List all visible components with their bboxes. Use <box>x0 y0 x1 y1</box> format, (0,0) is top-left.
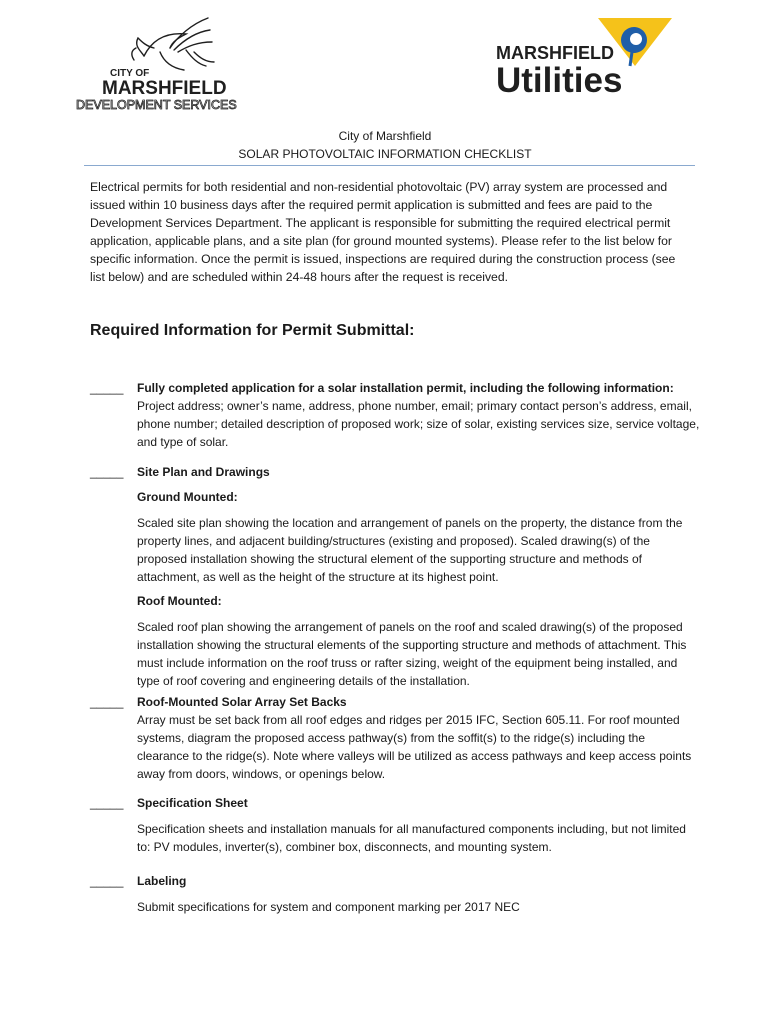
item-title: Roof-Mounted Solar Array Set Backs <box>137 695 347 709</box>
item-body <box>137 795 700 856</box>
document-header <box>0 127 770 163</box>
item-text: Project address; owner’s name, address, phone number, email; primary contact person’s address, email, phone number; detailed description of proposed work; size of solar, existing services size, service voltage, and type of solar. <box>137 399 700 449</box>
checkbox-blank[interactable]: _____ <box>90 381 124 395</box>
item-title: Specification Sheet <box>137 796 248 810</box>
utilities-word-text: Utilities <box>496 61 623 98</box>
bird-emblem-icon <box>132 18 214 70</box>
item-body <box>137 694 700 783</box>
header-divider <box>84 165 695 166</box>
marshfield-development-services-logo <box>74 10 276 114</box>
roof-mounted-title: Roof Mounted: <box>137 594 222 608</box>
logo-development-services-text: DEVELOPMENT SERVICES <box>76 98 237 112</box>
checkbox-blank[interactable]: _____ <box>90 796 124 810</box>
logo-city-of-text: CITY OF <box>110 68 150 79</box>
header-checklist-title: SOLAR PHOTOVOLTAIC INFORMATION CHECKLIST <box>238 147 532 161</box>
header-city: City of Marshfield <box>338 129 432 143</box>
item-body <box>137 380 700 451</box>
checkbox-blank[interactable]: _____ <box>90 695 124 709</box>
item-title: Site Plan and Drawings <box>137 465 270 479</box>
item-body <box>137 873 700 916</box>
checkbox-blank[interactable]: _____ <box>90 874 124 888</box>
logo-marshfield-text: MARSHFIELD <box>102 78 227 99</box>
item-text: Submit specifications for system and component marking per 2017 NEC <box>137 900 520 914</box>
item-body <box>137 464 700 690</box>
item-text: Specification sheets and installation manuals for all manufactured components including, but not limited to: PV modules, inverter(s), combiner box, disconnects, and mounting system. <box>137 822 686 854</box>
roof-mounted-text: Scaled roof plan showing the arrangement of panels on the roof and scaled drawing(s) of the proposed installation showing the structural elements of the supporting structure and methods of attachment. This must include information on the roof truss or rafter sizing, weight of the equipment being installed, and type of roof covering and engineering details of the installation. <box>137 620 687 688</box>
utilities-marshfield-text: MARSHFIELD <box>496 43 614 63</box>
ground-mounted-text: Scaled site plan showing the location and arrangement of panels on the property, the distance from the property lines, and adjacent building/structures (existing and proposed). Scaled drawing(s) of the proposed installation showing the structural element of the supporting structure and methods of attachment, as well as the height of the structure at its highest point. <box>137 516 683 584</box>
ground-mounted-title: Ground Mounted: <box>137 490 238 504</box>
item-text: Array must be set back from all roof edges and ridges per 2015 IFC, Section 605.11. For roof mounted systems, diagram the proposed access pathway(s) from the soffit(s) to the ridge(s) including the clearance to the ridge(s). Note where valleys will be utilized as access pathways and keep access points away from doors, windows, or openings below. <box>137 713 692 781</box>
section-title: Required Information for Permit Submittal: <box>90 322 415 339</box>
item-title: Labeling <box>137 874 187 888</box>
item-title: Fully completed application for a solar installation permit, including the following information: <box>137 381 674 395</box>
checkbox-blank[interactable]: _____ <box>90 465 124 479</box>
intro-paragraph: Electrical permits for both residential and non-residential photovoltaic (PV) array system are processed and issued within 10 business days after the required permit application is submitted and fees are paid to the Development Services Department. The applicant is responsible for submitting the required electrical permit application, applicable plans, and a site plan (for ground mounted systems). Please refer to the list below for specific information. Once the permit is issued, inspections are required during the construction process (see list below) and are scheduled within 24-48 hours after the request is received. <box>90 180 676 284</box>
marshfield-utilities-logo <box>494 14 676 98</box>
